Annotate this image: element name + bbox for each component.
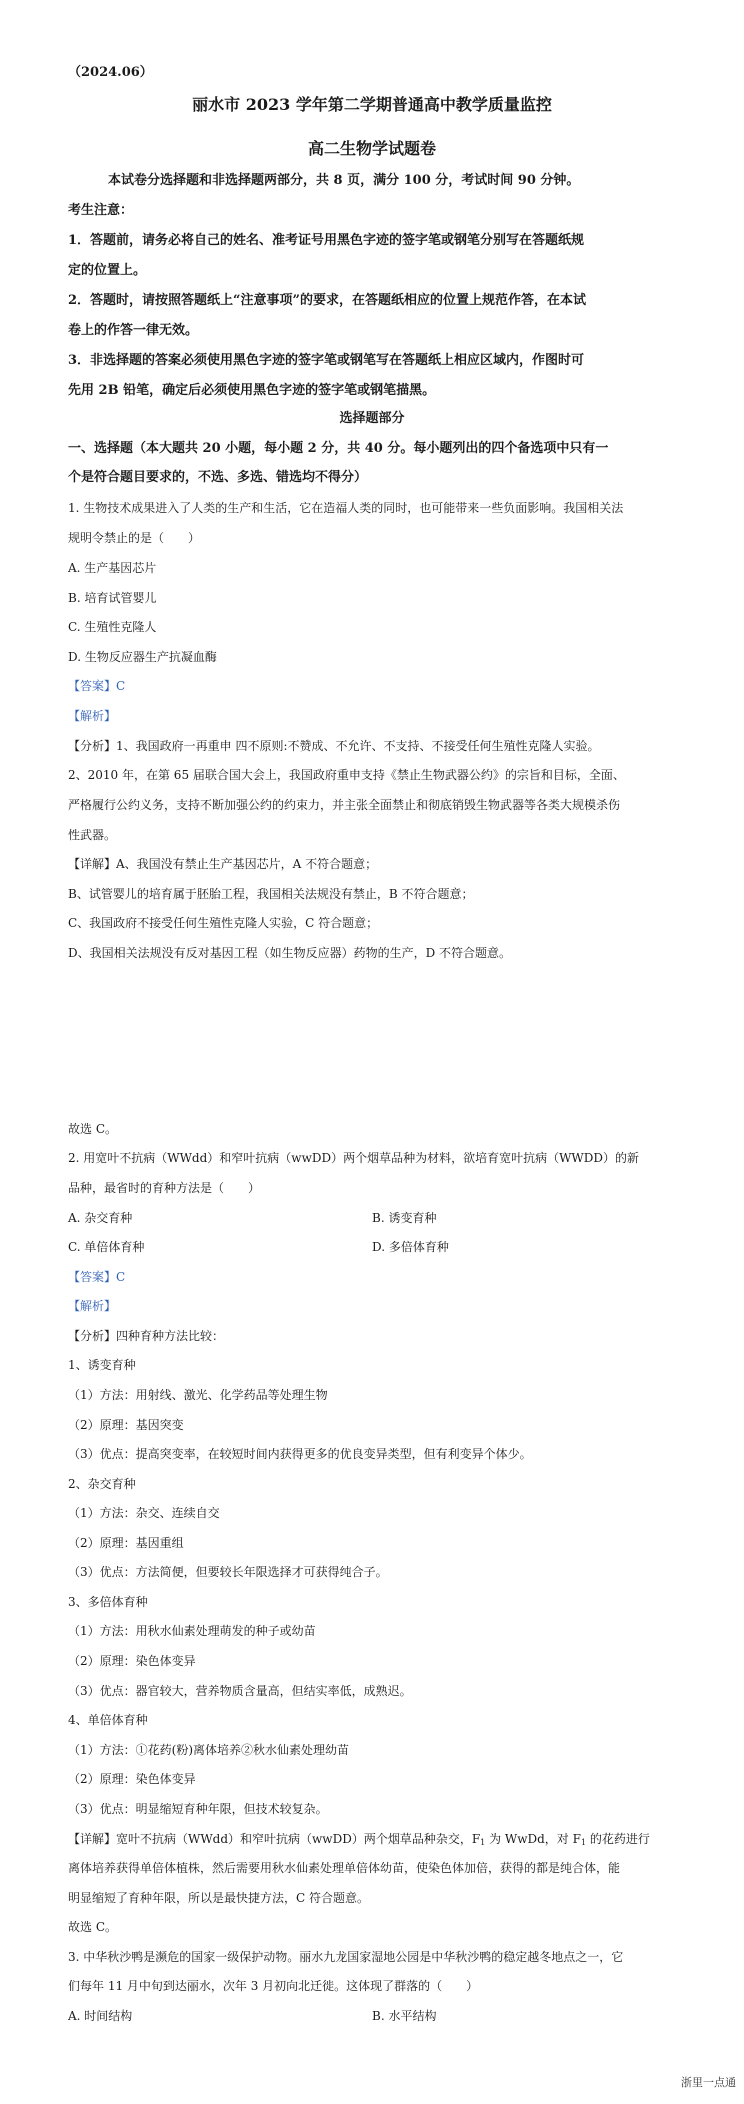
q2-method-2: 2、杂交育种 xyxy=(68,1477,136,1491)
q1-option-b: B. 培育试管婴儿 xyxy=(68,591,157,605)
notice-2b: 卷上的作答一律无效。 xyxy=(68,323,199,338)
q2-detail-c: 明显缩短了育种年限，所以是最快捷方法，C 符合题意。 xyxy=(68,1891,369,1905)
q2-detail-a-sub2: 1 xyxy=(580,1838,587,1847)
footer-brand: 浙里一点通 xyxy=(681,2076,736,2089)
q2-option-b: B. 诱变育种 xyxy=(372,1211,437,1225)
exam-date: （2024.06） xyxy=(68,65,153,80)
q1-detail-a: 【详解】A、我国没有禁止生产基因芯片，A 不符合题意； xyxy=(68,857,378,871)
q1-analysis-1: 【分析】1、我国政府一再重申 四不原则:不赞成、不允许、不支持、不接受任何生殖性克隆人实验。 xyxy=(68,739,600,753)
q1-answer: 【答案】C xyxy=(68,679,126,693)
q2-jiexi: 【解析】 xyxy=(68,1299,117,1313)
q1-jiexi: 【解析】 xyxy=(68,709,117,723)
q1-option-d: D. 生物反应器生产抗凝血酶 xyxy=(68,650,217,664)
q2-detail-b: 离体培养获得单倍体植株，然后需要用秋水仙素处理单倍体幼苗，使染色体加倍，获得的都是纯合体，能 xyxy=(68,1861,621,1875)
q1-option-c: C. 生殖性克隆人 xyxy=(68,620,157,634)
q2-option-d: D. 多倍体育种 xyxy=(372,1240,449,1254)
section-title: 选择题部分 xyxy=(339,411,405,426)
notice-1b: 定的位置上。 xyxy=(68,263,147,278)
q2-stem-b: 品种，最省时的育种方法是（ ） xyxy=(68,1181,261,1195)
notice-2a: 2．答题时，请按照答题纸上“注意事项”的要求，在答题纸相应的位置上规范作答，在本试 xyxy=(68,293,587,308)
notice-3a: 3．非选择题的答案必须使用黑色字迹的签字笔或钢笔写在答题纸上相应区域内，作图时可 xyxy=(68,353,585,368)
notice-1a: 1．答题前，请务必将自己的姓名、准考证号用黑色字迹的签字笔或钢笔分别写在答题纸规 xyxy=(68,233,585,248)
q2-analysis: 【分析】四种育种方法比较： xyxy=(68,1329,225,1343)
q2-conclusion: 故选 C。 xyxy=(68,1920,117,1934)
q2-method-3-item-3: （3）优点：器官较大，营养物质含量高，但结实率低，成熟迟。 xyxy=(68,1684,412,1698)
q2-method-1-item-2: （2）原理：基因突变 xyxy=(68,1418,184,1432)
q2-detail-a-part1: 【详解】宽叶不抗病（WWdd）和窄叶抗病（wwDD）两个烟草品种杂交，F xyxy=(68,1832,481,1846)
q3-stem-a: 3. 中华秋沙鸭是濒危的国家一级保护动物。丽水九龙国家湿地公园是中华秋沙鸭的稳定越冬地点之一，它 xyxy=(68,1950,624,1964)
notice-title: 考生注意： xyxy=(68,203,134,218)
q2-detail-a-part3: 的花药进行 xyxy=(586,1832,650,1846)
q2-option-a: A. 杂交育种 xyxy=(68,1211,133,1225)
q2-method-1: 1、诱变育种 xyxy=(68,1358,136,1372)
q2-method-3: 3、多倍体育种 xyxy=(68,1595,148,1609)
q2-method-3-item-1: （1）方法：用秋水仙素处理萌发的种子或幼苗 xyxy=(68,1624,316,1638)
q3-stem-b: 们每年 11 月中旬到达丽水，次年 3 月初向北迁徙。这体现了群落的（ ） xyxy=(68,1979,479,1993)
q2-method-2-item-2: （2）原理：基因重组 xyxy=(68,1536,184,1550)
q2-method-1-item-1: （1）方法：用射线、激光、化学药品等处理生物 xyxy=(68,1388,328,1402)
q2-method-3-item-2: （2）原理：染色体变异 xyxy=(68,1654,196,1668)
q3-option-b: B. 水平结构 xyxy=(372,2009,437,2023)
q1-stem-b: 规明令禁止的是（ ） xyxy=(68,531,201,545)
exam-subtitle: 高二生物学试题卷 xyxy=(307,139,436,158)
notice-3b: 先用 2B 铅笔，确定后必须使用黑色字迹的签字笔或钢笔描黑。 xyxy=(68,383,436,398)
q2-method-2-item-3: （3）优点：方法简便，但要较长年限选择才可获得纯合子。 xyxy=(68,1565,388,1579)
q1-analysis-2c: 性武器。 xyxy=(68,828,117,842)
q2-method-4-item-3: （3）优点：明显缩短育种年限，但技术较复杂。 xyxy=(68,1802,328,1816)
q1-option-a: A. 生产基因芯片 xyxy=(68,561,157,575)
q1-detail-d: D、我国相关法规没有反对基因工程（如生物反应器）药物的生产，D 不符合题意。 xyxy=(68,946,512,960)
q2-option-c: C. 单倍体育种 xyxy=(68,1240,145,1254)
q1-analysis-2a: 2、2010 年，在第 65 届联合国大会上，我国政府重申支持《禁止生物武器公约》的宗旨和目标，全面、 xyxy=(68,768,625,782)
q2-stem-a: 2. 用宽叶不抗病（WWdd）和窄叶抗病（wwDD）两个烟草品种为材料，欲培育宽叶抗病（WWDD）的新 xyxy=(68,1151,639,1165)
q2-method-2-item-1: （1）方法：杂交、连续自交 xyxy=(68,1506,220,1520)
part1-heading-b: 个是符合题目要求的，不选、多选、错选均不得分） xyxy=(68,470,368,485)
q2-method-4-item-2: （2）原理：染色体变异 xyxy=(68,1772,196,1786)
exam-intro: 本试卷分选择题和非选择题两部分，共 8 页，满分 100 分，考试时间 90 分钟。 xyxy=(108,173,580,188)
exam-title: 丽水市 2023 学年第二学期普通高中教学质量监控 xyxy=(192,95,552,114)
q2-method-1-item-3: （3）优点：提高突变率，在较短时间内获得更多的优良变异类型，但有利变异个体少。 xyxy=(68,1447,532,1461)
q1-detail-b: B、试管婴儿的培育属于胚胎工程，我国相关法规没有禁止，B 不符合题意； xyxy=(68,887,474,901)
q2-answer: 【答案】C xyxy=(68,1270,126,1284)
q1-stem-a: 1. 生物技术成果进入了人类的生产和生活，它在造福人类的同时，也可能带来一些负面影响。我国相关法 xyxy=(68,501,624,515)
q1-conclusion: 故选 C。 xyxy=(68,1122,117,1136)
q1-analysis-2b: 严格履行公约义务，支持不断加强公约的约束力，并主张全面禁止和彻底销毁生物武器等各类大规模杀伤 xyxy=(68,798,621,812)
q3-option-a: A. 时间结构 xyxy=(68,2009,133,2023)
q2-detail-a xyxy=(68,1825,688,1855)
q2-method-4: 4、单倍体育种 xyxy=(68,1713,148,1727)
q2-detail-a-part2: 为 WwDd，对 F xyxy=(485,1832,581,1846)
q2-method-4-item-1: （1）方法：①花药(粉)离体培养②秋水仙素处理幼苗 xyxy=(68,1743,350,1757)
q2-detail-a-sub1: 1 xyxy=(480,1838,486,1847)
q1-detail-c: C、我国政府不接受任何生殖性克隆人实验，C 符合题意； xyxy=(68,916,379,930)
part1-heading-a: 一、选择题（本大题共 20 小题，每小题 2 分，共 40 分。每小题列出的四个备选项中只有一 xyxy=(68,441,609,456)
